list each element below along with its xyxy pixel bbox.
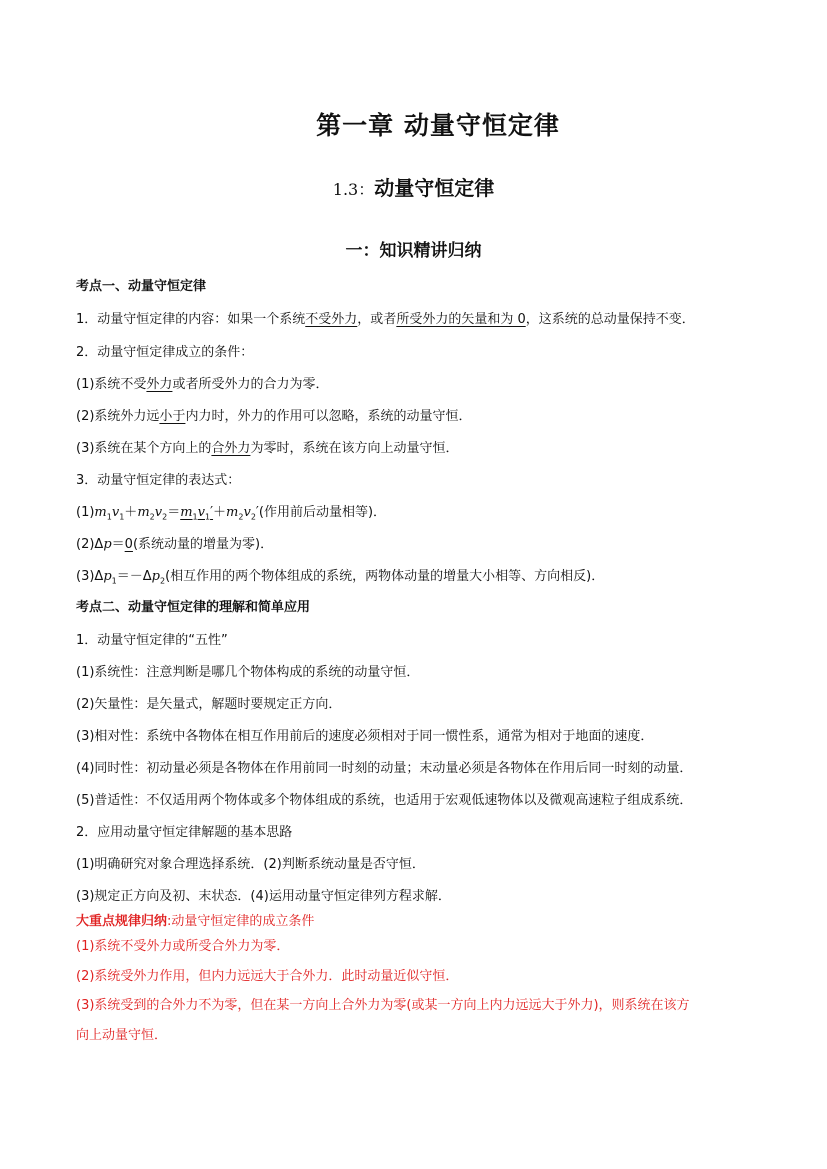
property-1: (1)系统性：注意判断是哪几个物体构成的系统的动量守恒． <box>76 665 420 680</box>
section-name: 动量守恒定律 <box>374 176 495 200</box>
section-title <box>0 172 827 201</box>
condition-2 <box>76 408 471 426</box>
math-var: p <box>151 569 160 584</box>
expression-3 <box>76 568 604 591</box>
summary-heading <box>76 913 314 931</box>
law-content-paragraph <box>76 311 695 329</box>
property-4: (4)同时性：初动量必须是各物体在作用前同一时刻的动量；末动量必须是各物体在作用后同一时刻的动量． <box>76 761 693 776</box>
property-2: (2)矢量性：是矢量式，解题时要规定正方向． <box>76 697 342 712</box>
math-var: v <box>197 505 205 520</box>
math-op: ＝ <box>167 505 181 520</box>
math-sub: 2 <box>250 512 256 522</box>
math-op: ＝－Δ <box>116 569 152 584</box>
summary-rule-1: (1)系统不受外力或所受合外力为零． <box>76 939 290 954</box>
math-var: m <box>226 505 239 520</box>
summary-title: :动量守恒定律的成立条件 <box>167 914 315 929</box>
math-op: ′ <box>255 505 259 520</box>
summary-rule-3a: (3)系统受到的合外力不为零，但在某一方向上合外力为零(或某一方向上内力远远大于外力)，则系统在该方 <box>76 998 690 1013</box>
text-span: 内力时，外力的作用可以忽略，系统的动量守恒． <box>185 409 472 424</box>
expression-2 <box>76 536 273 554</box>
math-sub: 2 <box>162 512 168 522</box>
text-span: (系统动量的增量为零)． <box>132 537 274 552</box>
math-sub: 1 <box>119 512 125 522</box>
math-var: v <box>154 505 163 520</box>
property-3: (3)相对性：系统中各物体在相互作用前后的速度必须相对于同一惯性系，通常为相对于地面的速度． <box>76 729 654 744</box>
text-span: (1) <box>76 505 95 520</box>
underlined-term: 小于 <box>159 409 186 424</box>
math-var: m <box>137 505 150 520</box>
solving-steps-1: (1)明确研究对象合理选择系统．(2)判断系统动量是否守恒． <box>76 857 425 872</box>
text-span: ，这系统的总动量保持不变． <box>525 312 695 327</box>
math-sub: 1 <box>106 512 112 522</box>
text-span: (3)Δ <box>76 569 104 584</box>
five-properties-heading: 1．动量守恒定律的“五性” <box>76 633 228 648</box>
math-sub: 1 <box>192 512 198 522</box>
text-span: (3)系统在某个方向上的 <box>76 441 212 456</box>
math-sub: 2 <box>238 512 244 522</box>
chapter-title: 第一章 动量守恒定律 <box>316 111 560 140</box>
math-var: m <box>180 505 193 520</box>
section-number: 1.3： <box>332 180 375 199</box>
conditions-heading: 2．动量守恒定律成立的条件： <box>76 345 254 360</box>
topic-one-heading: 考点一、动量守恒定律 <box>76 279 207 294</box>
condition-3 <box>76 440 458 458</box>
underlined-term: 所受外力的矢量和为 0 <box>396 312 526 327</box>
condition-1 <box>76 376 328 394</box>
text-span: (2)Δ <box>76 537 104 552</box>
text-span: (1)系统不受 <box>76 377 147 392</box>
math-op: ＋ <box>124 505 138 520</box>
text-span: (2)系统外力远 <box>76 409 160 424</box>
topic-two-heading: 考点二、动量守恒定律的理解和简单应用 <box>76 600 311 615</box>
text-span: 或者所受外力的合力为零． <box>172 377 329 392</box>
summary-rule-3b: 向上动量守恒． <box>76 1028 168 1043</box>
math-sub: 2 <box>159 576 166 586</box>
part-title: 一：知识精讲归纳 <box>345 241 482 261</box>
math-sub: 1 <box>204 512 211 522</box>
summary-rule-2: (2)系统受外力作用，但内力远远大于合外力．此时动量近似守恒． <box>76 969 459 984</box>
text-span: ，或者 <box>357 312 397 327</box>
math-sub: 1 <box>111 576 117 586</box>
underlined-term <box>180 505 213 520</box>
math-op: ＋ <box>213 505 227 520</box>
solving-steps-heading: 2．应用动量守恒定律解题的基本思路 <box>76 825 293 840</box>
summary-label: 大重点规律归纳 <box>76 914 168 929</box>
solving-steps-2: (3)规定正方向及初、末状态．(4)运用动量守恒定律列方程求解． <box>76 889 451 904</box>
math-var: p <box>103 537 112 552</box>
underlined-term: 0 <box>124 537 133 552</box>
math-op: ′ <box>210 505 214 520</box>
math-sub: 2 <box>149 512 155 522</box>
math-var: v <box>243 505 251 520</box>
property-5: (5)普适性：不仅适用两个物体或多个物体组成的系统，也适用于宏观低速物体以及微观高速粒子组成系统． <box>76 793 693 808</box>
expressions-heading: 3．动量守恒定律的表达式： <box>76 473 241 488</box>
underlined-term: 外力 <box>146 377 173 392</box>
text-span: (相互作用的两个物体组成的系统，两物体动量的增量大小相等、方向相反)． <box>165 569 605 584</box>
math-var: p <box>103 569 112 584</box>
expression-1 <box>76 504 386 527</box>
math-var: m <box>94 505 107 520</box>
math-var: v <box>111 505 120 520</box>
underlined-term: 不受外力 <box>305 312 358 327</box>
text-span: 为零时，系统在该方向上动量守恒． <box>250 441 459 456</box>
math-op: ＝ <box>111 537 125 552</box>
text-span: 1．动量守恒定律的内容：如果一个系统 <box>76 312 306 327</box>
underlined-term: 合外力 <box>211 441 251 456</box>
text-span: (作用前后动量相等)． <box>258 505 387 520</box>
